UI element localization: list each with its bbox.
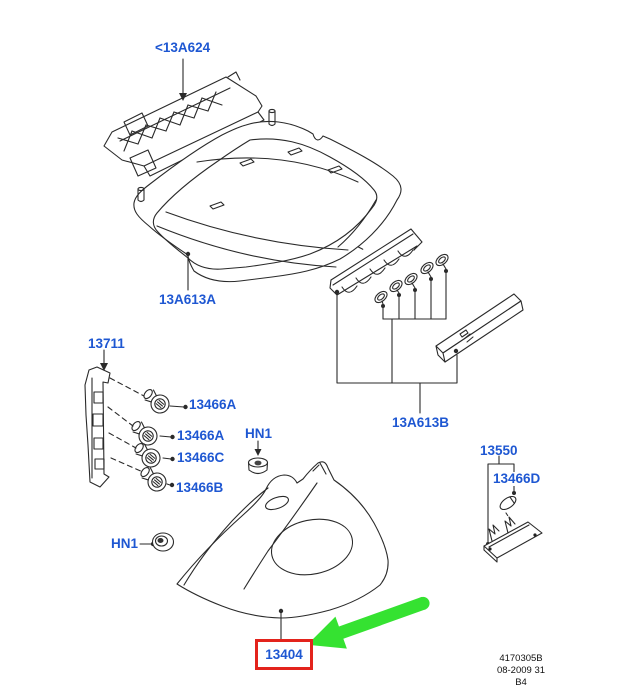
arrowhead xyxy=(255,449,262,456)
part-label-13466c[interactable]: 13466C xyxy=(177,450,225,465)
bulbs-13466 xyxy=(108,378,188,495)
part-label-13a613a[interactable]: 13A613A xyxy=(159,292,217,307)
part-label-13404[interactable]: 13404 xyxy=(265,647,303,662)
bulb-13466d xyxy=(498,494,518,512)
doc-number: 4170305B xyxy=(499,653,543,664)
bulb-strip-part-13a613b xyxy=(330,229,523,413)
grommet-hn1-top xyxy=(249,441,268,474)
page-code: B4 xyxy=(515,677,527,688)
drawing-info-block xyxy=(471,653,571,689)
part-label-13466b[interactable]: 13466B xyxy=(176,480,224,495)
arrowhead xyxy=(100,363,108,371)
housing-part-13a613a xyxy=(134,109,401,290)
part-label-13466a-2[interactable]: 13466A xyxy=(177,428,225,443)
part-label-hn1-top[interactable]: HN1 xyxy=(245,426,273,441)
part-label-13466a-1[interactable]: 13466A xyxy=(189,397,237,412)
part-label-hn1-bottom[interactable]: HN1 xyxy=(111,536,139,551)
nut-hn1-bottom xyxy=(140,533,174,551)
bracket-part-13711 xyxy=(85,350,110,487)
part-label-13a624[interactable]: <13A624 xyxy=(155,40,211,55)
part-label-13466d[interactable]: 13466D xyxy=(493,471,541,486)
highlight-box-13404[interactable] xyxy=(255,639,313,670)
part-label-13a613b[interactable]: 13A613B xyxy=(392,415,450,430)
part-label-13711[interactable]: 13711 xyxy=(88,336,125,351)
date-code: 08-2009 31 xyxy=(496,665,546,676)
part-label-13550[interactable]: 13550 xyxy=(480,443,518,458)
